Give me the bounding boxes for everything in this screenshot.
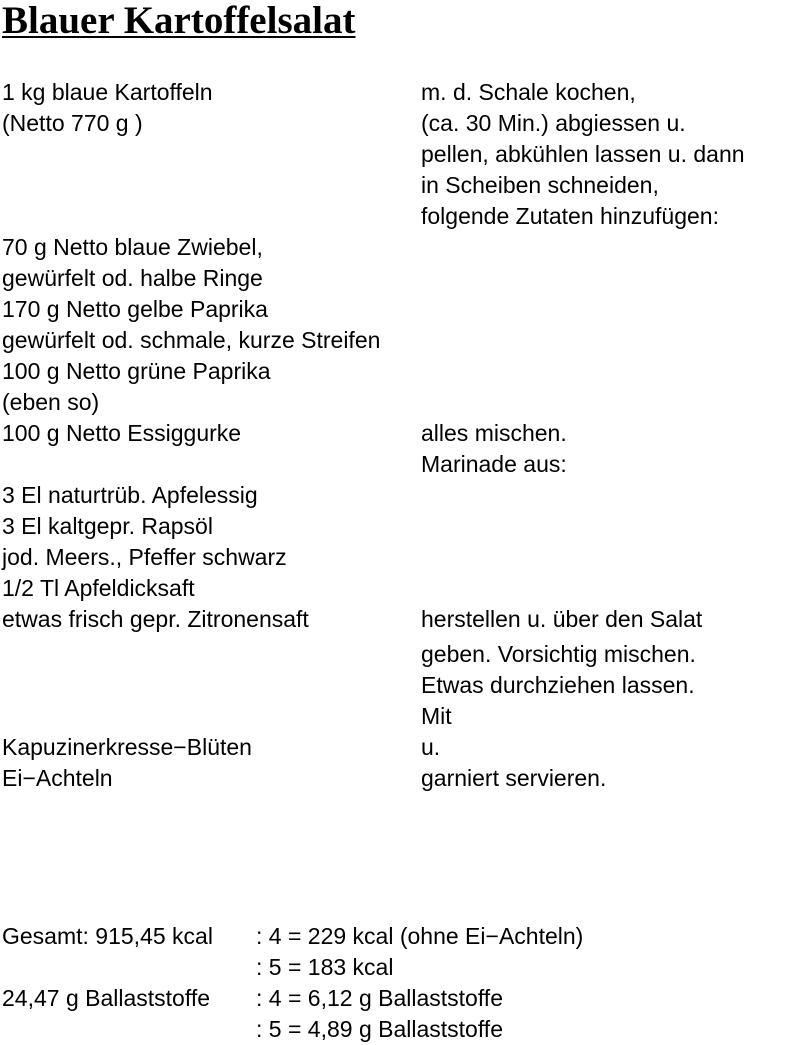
- nutrition-value: : 5 = 183 kcal: [256, 954, 394, 980]
- nutrition-value: : 4 = 229 kcal (ohne Ei−Achteln): [256, 923, 584, 949]
- nutrition-label: 24,47 g Ballaststoffe: [2, 985, 210, 1011]
- instruction-line: folgende Zutaten hinzufügen:: [421, 203, 719, 229]
- instruction-line: m. d. Schale kochen,: [421, 79, 636, 105]
- ingredient-line: 3 El kaltgepr. Rapsöl: [2, 513, 213, 539]
- ingredient-line: 3 El naturtrüb. Apfelessig: [2, 482, 258, 508]
- instruction-line: herstellen u. über den Salat: [421, 606, 703, 632]
- ingredient-line: 100 g Netto Essiggurke: [2, 420, 242, 446]
- ingredient-line: (Netto 770 g ): [2, 110, 143, 136]
- nutrition-value: : 5 = 4,89 g Ballaststoffe: [256, 1016, 503, 1042]
- ingredient-line: etwas frisch gepr. Zitronensaft: [2, 606, 309, 632]
- instruction-line: geben. Vorsichtig mischen.: [421, 641, 696, 667]
- ingredient-line: (eben so): [2, 389, 100, 415]
- nutrition-value: : 4 = 6,12 g Ballaststoffe: [256, 985, 503, 1011]
- ingredient-line: gewürfelt od. schmale, kurze Streifen: [2, 327, 381, 353]
- instruction-line: u.: [421, 734, 441, 760]
- ingredient-line: 170 g Netto gelbe Paprika: [2, 296, 268, 322]
- ingredient-line: gewürfelt od. halbe Ringe: [2, 265, 263, 291]
- ingredient-line: 1/2 Tl Apfeldicksaft: [2, 575, 195, 601]
- nutrition-label: Gesamt: 915,45 kcal: [2, 923, 213, 949]
- instruction-line: in Scheiben schneiden,: [421, 172, 659, 198]
- instruction-line: Etwas durchziehen lassen.: [421, 672, 695, 698]
- instruction-line: garniert servieren.: [421, 765, 607, 791]
- instruction-line: Mit: [421, 703, 452, 729]
- instruction-line: Marinade aus:: [421, 451, 567, 477]
- instruction-line: alles mischen.: [421, 420, 567, 446]
- page-title: Blauer Kartoffelsalat: [2, 0, 356, 42]
- instruction-line: (ca. 30 Min.) abgiessen u.: [421, 110, 686, 136]
- ingredient-line: jod. Meers., Pfeffer schwarz: [2, 544, 287, 570]
- ingredient-line: Kapuzinerkresse−Blüten: [2, 734, 252, 760]
- ingredient-line: Ei−Achteln: [2, 765, 113, 791]
- instruction-line: pellen, abkühlen lassen u. dann: [421, 141, 745, 167]
- ingredient-line: 70 g Netto blaue Zwiebel,: [2, 234, 263, 260]
- ingredient-line: 1 kg blaue Kartoffeln: [2, 79, 213, 105]
- ingredient-line: 100 g Netto grüne Paprika: [2, 358, 271, 384]
